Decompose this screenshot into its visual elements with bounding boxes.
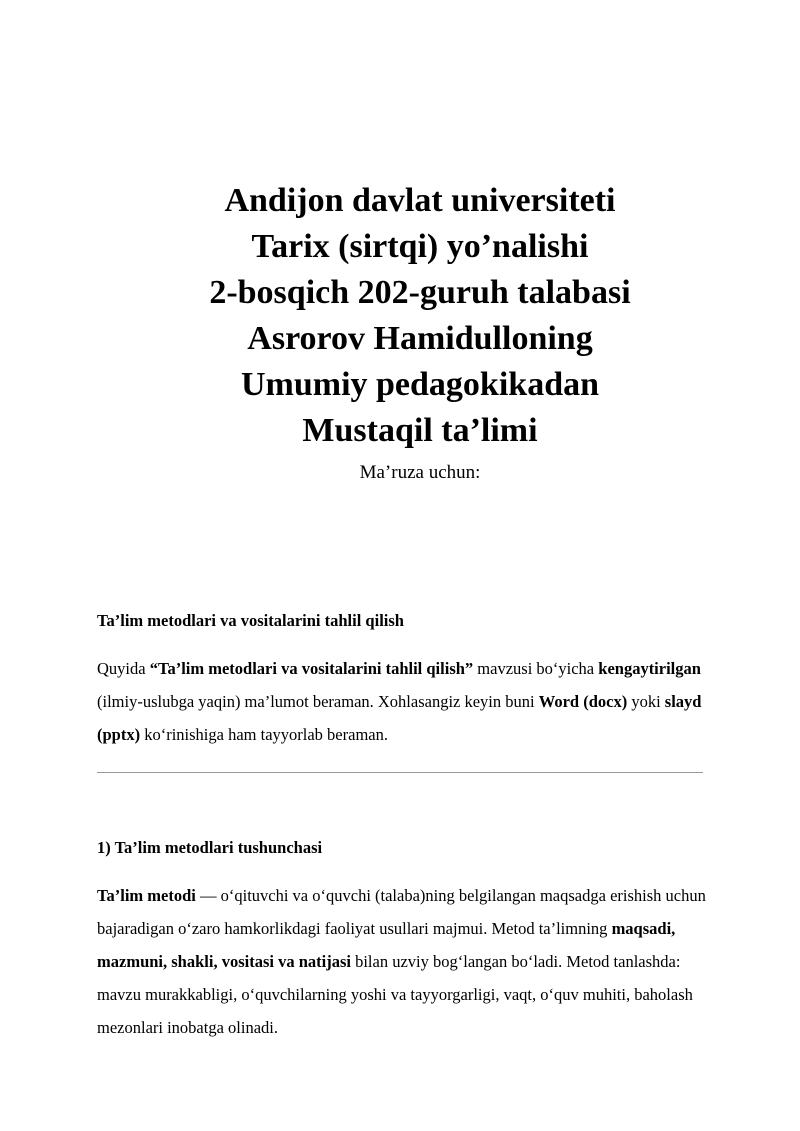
title-line-subject: Umumiy pedagokikadan bbox=[240, 366, 600, 403]
intro-text-3: (ilmiy-uslubga yaqin) ma’lumot beraman. Xohlasangiz keyin buni bbox=[97, 692, 539, 711]
definition-text-2: bilan uzviy bog‘langan bo‘ladi. Metod tanlashda: mavzu murakkabligi, o‘quvchilarning yoshi va tayyorgarligi, vaqt, o‘quv muhiti, baholash mezonlari inobatga olinadi. bbox=[97, 952, 693, 1037]
intro-bold-extended: kengaytirilgan bbox=[598, 659, 701, 678]
title-line-student-name: Asrorov Hamidulloning bbox=[247, 320, 593, 357]
definition-bold-components: maqsadi, mazmuni, shakli, vositasi va natijasi bbox=[97, 919, 676, 971]
intro-bold-topic: “Ta’lim metodlari va vositalarini tahlil qilish” bbox=[149, 659, 474, 678]
intro-text-5: ko‘rinishiga ham tayyorlab beraman. bbox=[140, 725, 388, 744]
definition-bold-term: Ta’lim metodi bbox=[97, 886, 196, 905]
title-block bbox=[0, 178, 800, 454]
intro-text-2: mavzusi bo‘yicha bbox=[473, 659, 599, 678]
horizontal-divider bbox=[97, 772, 703, 773]
title-line-direction: Tarix (sirtqi) yo’nalishi bbox=[251, 228, 589, 265]
definition-text-1: — o‘qituvchi va o‘quvchi (talaba)ning belgilangan maqsadga erishish uchun bajaradigan o‘zaro hamkorlikdagi faoliyat usullari majmui. Metod ta’limning bbox=[97, 886, 706, 938]
section1-heading: 1) Ta’lim metodlari tushunchasi bbox=[97, 838, 323, 857]
subtitle: Ma’ruza uchun: bbox=[359, 462, 481, 483]
intro-paragraph bbox=[97, 652, 707, 751]
title-line-group: 2-bosqich 202-guruh talabasi bbox=[209, 274, 631, 311]
section-heading: Ta’lim metodlari va vositalarini tahlil qilish bbox=[97, 611, 404, 630]
document-body bbox=[97, 604, 707, 1044]
intro-text-1: Quyida bbox=[97, 659, 150, 678]
title-line-university: Andijon davlat universiteti bbox=[224, 182, 616, 219]
intro-bold-slide: slayd (pptx) bbox=[97, 692, 702, 744]
title-line-work-type: Mustaqil ta’limi bbox=[302, 412, 538, 449]
intro-text-4: yoki bbox=[627, 692, 665, 711]
intro-bold-word: Word (docx) bbox=[538, 692, 628, 711]
definition-paragraph bbox=[97, 879, 707, 1044]
